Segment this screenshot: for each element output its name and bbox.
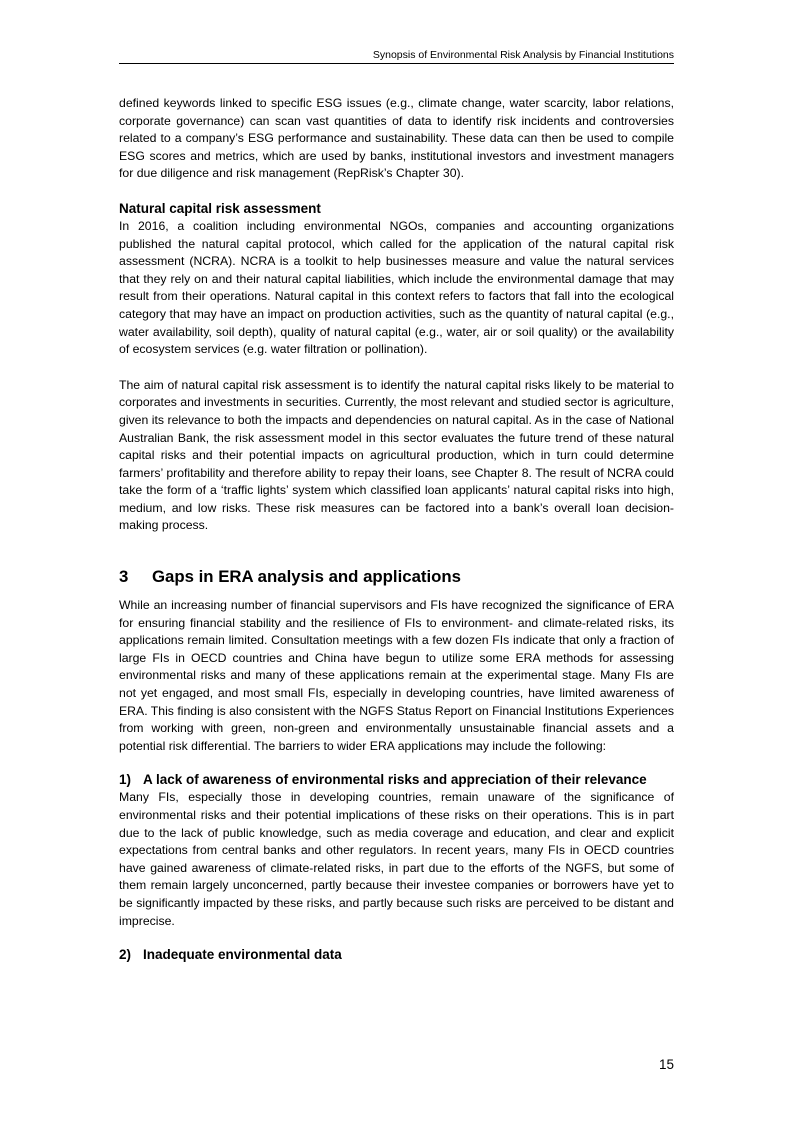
running-header: Synopsis of Environmental Risk Analysis by Financial Institutions <box>372 49 674 61</box>
section-number: 3 <box>119 567 129 587</box>
section-title: Gaps in ERA analysis and applications <box>152 567 461 587</box>
ncra-heading: Natural capital risk assessment <box>119 200 321 216</box>
barrier-1-heading <box>119 771 674 789</box>
barrier-1-paragraph: Many FIs, especially those in developing countries, remain unaware of the significance of environmental risks and their potential implications of these risks on their operations. This is in part due to the lack of public knowledge, such as media coverage and education, and clear and explicit expectations from central banks and other regulators. In recent years, many FIs in OECD countries have gained awareness of climate-related risks, in part due to the efforts of the NGFS, but some of them remain largely unconcerned, partly because their investee companies or borrowers have yet to be significantly impacted by these risks, and partly because such risks are perceived to be distant and imprecise. <box>119 790 674 928</box>
intro-paragraph: defined keywords linked to specific ESG issues (e.g., climate change, water scarcity, labor relations, corporate governance) can scan vast quantities of data to identify risk incidents and controversies related to a company’s ESG performance and sustainability. These data can then be used to compile ESG scores and metrics, which are used by banks, institutional investors and investment managers for due diligence and risk management (RepRisk’s Chapter 30). <box>119 96 674 181</box>
barrier-2-title: Inadequate environmental data <box>143 947 342 963</box>
ncra-paragraph-2: The aim of natural capital risk assessment is to identify the natural capital risks likely to be material to corporates and investments in securities. Currently, the most relevant and studied sector is agriculture, given its relevance to both the impacts and dependencies on natural capital. As in the case of National Australian Bank, the risk assessment model in this sector evaluates the future trend of these natural capital risks and their potential impacts on agricultural production, which in turn could determine farmers’ profitability and therefore ability to repay their loans, see Chapter 8. The result of NCRA could take the form of a ‘traffic lights’ system which classified loan applicants’ natural capital risks into high, medium, and low risks. These risk measures can be factored into a bank’s overall loan decision-making process. <box>119 377 674 533</box>
barrier-2-number: 2) <box>119 947 132 963</box>
barrier-2-heading <box>119 946 674 964</box>
section-3-heading <box>119 566 674 588</box>
section-3-paragraph: While an increasing number of financial supervisors and FIs have recognized the significance of ERA for ensuring financial stability and the resilience of FIs to environment- and climate-related risks, its applications remain limited. Consultation meetings with a few dozen FIs indicate that only a fraction of large FIs in OECD countries and China have begun to utilize some ERA methods for assessing environmental risks and many of these applications remain at the experimental stage. Many FIs are not yet engaged, and most small FIs, especially in developing countries, have limited awareness of ERA. This finding is also consistent with the NGFS Status Report on Financial Institutions Experiences from working with green, non-green and environmentally unsustainable financial assets and a potential risk differential. The barriers to wider ERA applications may include the following: <box>119 598 674 753</box>
header-rule <box>119 63 674 64</box>
ncra-paragraph-1: In 2016, a coalition including environmental NGOs, companies and accounting organizations published the natural capital protocol, which called for the application of the natural capital risk assessment (NCRA). NCRA is a toolkit to help businesses measure and value the natural services that they rely on and their natural capital liabilities, which include the environmental damage that may result from their operations. Natural capital in this context refers to factors that fall into the ecological category that may have an impact on production activities, such as the quantity of natural capital (e.g., water availability, soil depth), quality of natural capital (e.g., water, air or soil quality) or the availability of ecosystem services (e.g. water filtration or pollination). <box>119 218 674 357</box>
barrier-1-title: A lack of awareness of environmental risks and appreciation of their relevance <box>143 772 647 788</box>
page-number: 15 <box>658 1057 674 1072</box>
barrier-1-number: 1) <box>119 772 132 788</box>
page-body <box>119 95 674 964</box>
